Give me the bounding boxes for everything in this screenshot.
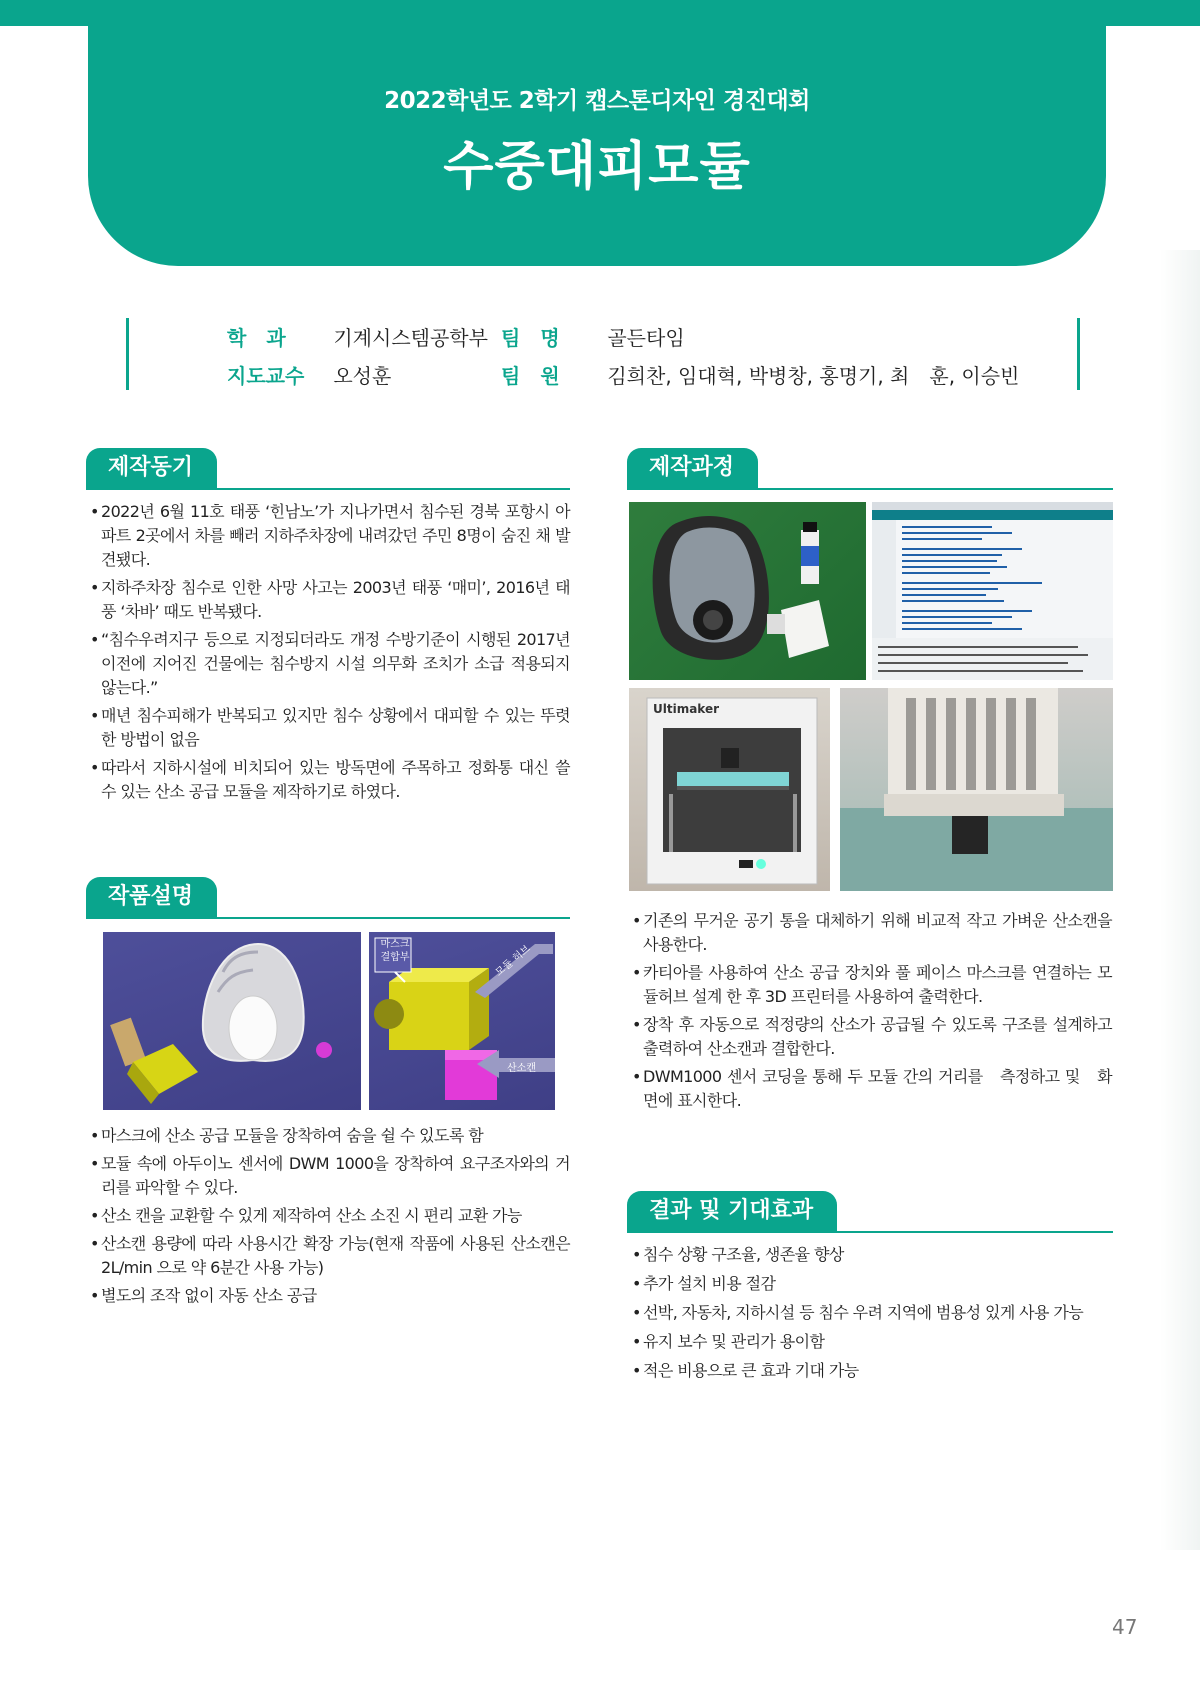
list-item: • 카티아를 사용하여 산소 공급 장치와 풀 페이스 마스크를 연결하는 모듈허브 설계 한 후 3D 프린터를 사용하여 출력한다. <box>632 961 1112 1009</box>
module-hub-cad-render <box>369 932 555 1110</box>
print-head-photo <box>840 688 1113 891</box>
callout-oxygen-can: 산소캔 <box>507 1063 536 1074</box>
mask-parts-photo <box>629 502 866 680</box>
list-item: • 매년 침수피해가 반복되고 있지만 침수 상황에서 대피할 수 있는 뚜렷한 방법이 없음 <box>90 704 570 752</box>
event-title: 2022학년도 2학기 캡스톤디자인 경진대회 <box>384 88 810 114</box>
list-item: • 기존의 무거운 공기 통을 대체하기 위해 비교적 작고 가벼운 산소캔을 사용한다. <box>632 909 1112 957</box>
process-header <box>627 448 1113 490</box>
team-info-box <box>126 318 1080 390</box>
callout-module-hub: 모듈 허브 <box>493 943 533 979</box>
list-item: • 따라서 지하시설에 비치되어 있는 방독면에 주목하고 정화통 대신 쓸 수 있는 산소 공급 모듈을 제작하기로 하였다. <box>90 756 570 804</box>
description-header <box>86 877 570 919</box>
list-item: • 유지 보수 및 관리가 용이함 <box>632 1330 1112 1354</box>
team-label: 팀 명 <box>501 326 560 350</box>
list-item: • 선박, 자동차, 지하시설 등 침수 우려 지역에 범용성 있게 사용 가능 <box>632 1301 1112 1325</box>
team-value: 골든타임 <box>607 326 685 350</box>
results-header <box>627 1191 1113 1233</box>
list-item: • 산소 캔을 교환할 수 있게 제작하여 산소 소진 시 편리 교환 가능 <box>90 1204 570 1228</box>
page-number: 47 <box>1112 1615 1138 1639</box>
advisor-label: 지도교수 <box>227 364 305 388</box>
motivation-header <box>86 448 570 490</box>
description-list <box>90 1124 570 1312</box>
members-row <box>501 360 1019 389</box>
list-item: • 적은 비용으로 큰 효과 기대 가능 <box>632 1359 1112 1383</box>
results-list <box>632 1243 1112 1388</box>
description-heading: 작품설명 <box>86 877 217 917</box>
list-item: • 추가 설치 비용 절감 <box>632 1272 1112 1296</box>
list-item: • 장착 후 자동으로 적정량의 산소가 공급될 수 있도록 구조를 설계하고 출력하여 산소캔과 결합한다. <box>632 1013 1112 1061</box>
list-item: • 지하주차장 침수로 인한 사망 사고는 2003년 태풍 ‘매미’, 2016년 태풍 ‘차바’ 때도 반복됐다. <box>90 576 570 624</box>
dept-row <box>227 322 488 351</box>
results-heading: 결과 및 기대효과 <box>627 1191 837 1231</box>
list-item: • 모듈 속에 아두이노 센서에 DWM 1000을 장착하여 요구조자와의 거리를 파악할 수 있다. <box>90 1152 570 1200</box>
process-heading: 제작과정 <box>627 448 758 488</box>
arduino-code-screenshot <box>872 502 1113 680</box>
project-title: 수중대피모듈 <box>443 137 751 197</box>
dept-value: 기계시스템공학부 <box>333 326 488 350</box>
list-item: • 별도의 조작 없이 자동 산소 공급 <box>90 1284 570 1308</box>
list-item: • 마스크에 산소 공급 모듈을 장착하여 숨을 쉴 수 있도록 함 <box>90 1124 570 1148</box>
motivation-heading: 제작동기 <box>86 448 217 488</box>
3d-printer-photo <box>629 688 830 891</box>
title-banner <box>88 0 1106 266</box>
callout-mask-joint: 마스크 결합부 <box>380 939 410 963</box>
members-value: 김희찬, 임대혁, 박병창, 홍명기, 최 훈, 이승빈 <box>607 364 1020 388</box>
page-edge-shading <box>1160 250 1200 1550</box>
mask-cad-render <box>103 932 361 1110</box>
list-item: • 침수 상황 구조율, 생존율 향상 <box>632 1243 1112 1267</box>
printer-brand-label: Ultimaker <box>653 702 720 716</box>
list-item: • DWM1000 센서 코딩을 통해 두 모듈 간의 거리를 측정하고 및 화면에 표시한다. <box>632 1065 1112 1113</box>
members-label: 팀 원 <box>501 364 560 388</box>
team-name-row <box>501 322 685 351</box>
advisor-value: 오성훈 <box>333 364 392 388</box>
process-list <box>632 909 1112 1117</box>
list-item: • 2022년 6월 11호 태풍 ‘힌남노’가 지나가면서 침수된 경북 포항시 아파트 2곳에서 차를 빼러 지하주차장에 내려갔던 주민 8명이 숨진 채 발견됐다. <box>90 500 570 572</box>
dept-label: 학 과 <box>227 326 286 350</box>
list-item: • “침수우려지구 등으로 지정되더라도 개정 수방기준이 시행된 2017년 이전에 지어진 건물에는 침수방지 시설 의무화 조치가 소급 적용되지 않는다.” <box>90 628 570 700</box>
list-item: • 산소캔 용량에 따라 사용시간 확장 가능(현재 작품에 사용된 산소캔은 2L/min 으로 약 6분간 사용 가능) <box>90 1232 570 1280</box>
advisor-row <box>227 360 391 389</box>
motivation-list <box>90 500 570 808</box>
